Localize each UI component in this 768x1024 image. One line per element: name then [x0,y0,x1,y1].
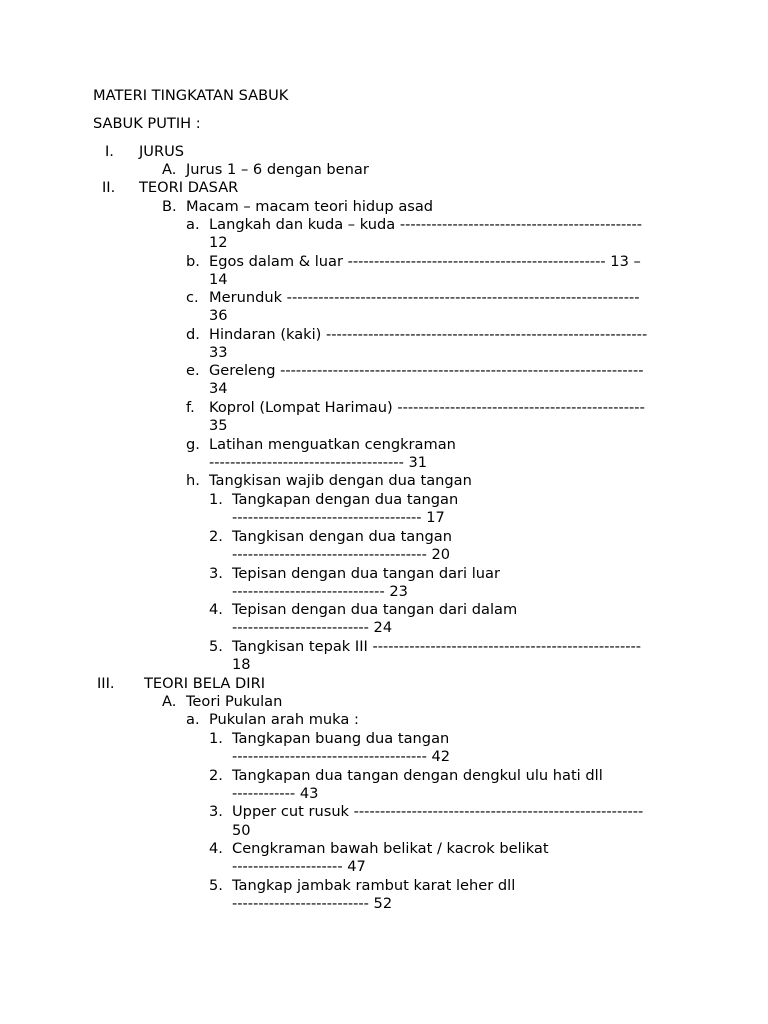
item-f-text: Koprol (Lompat Harimau) ----------------------------------------------- [209,399,645,416]
section-3-item-a-marker: a. [186,711,200,728]
item-d-page: 33 [209,344,228,361]
section-2-subsection-marker: B. [162,198,177,215]
punch-item-1-marker: 1. [209,730,223,747]
section-2-number: II. [102,179,116,196]
item-b-page: 14 [209,271,228,288]
section-2-subsection-text: Macam – macam teori hidup asad [186,198,434,215]
punch-item-4-marker: 4. [209,840,223,857]
section-3-subsection-marker: A. [162,693,177,710]
punch-item-3-page: 50 [232,822,251,839]
h-item-4-text: Tepisan dengan dua tangan dari dalam [232,601,518,618]
item-f-page: 35 [209,417,228,434]
item-c-page: 36 [209,307,228,324]
section-3-number: III. [97,675,115,692]
item-a-text: Langkah dan kuda – kuda ---------------------------------------------- [209,216,643,233]
h-item-2-page: ------------------------------------- 20 [232,546,451,563]
item-a-page: 12 [209,234,228,251]
section-2-title: TEORI DASAR [139,179,239,196]
section-1-number: I. [105,143,114,160]
punch-item-5-page: -------------------------- 52 [232,895,393,912]
h-item-4-page: -------------------------- 24 [232,619,393,636]
section-1-item-a-marker: A. [162,161,177,178]
section-1-title: JURUS [139,143,185,160]
punch-item-4-page: --------------------- 47 [232,858,366,875]
h-item-1-text: Tangkapan dengan dua tangan [232,491,459,508]
item-g-marker: g. [186,436,200,453]
section-1-item-a-text: Jurus 1 – 6 dengan benar [186,161,369,178]
h-item-1-marker: 1. [209,491,223,508]
section-3-subsection-text: Teori Pukulan [186,693,283,710]
h-item-3-page: ----------------------------- 23 [232,583,408,600]
punch-item-5-marker: 5. [209,877,223,894]
h-item-5-page: 18 [232,656,251,673]
document-title: MATERI TINGKATAN SABUK [93,87,289,104]
item-f-marker: f. [186,399,195,416]
belt-heading: SABUK PUTIH : [93,115,201,132]
section-3-title: TEORI BELA DIRI [144,675,266,692]
h-item-3-text: Tepisan dengan dua tangan dari luar [232,565,501,582]
item-e-page: 34 [209,380,228,397]
punch-item-2-page: ------------ 43 [232,785,319,802]
item-d-text: Hindaran (kaki) ------------------------------------------------------------- [209,326,648,343]
item-e-marker: e. [186,362,200,379]
item-b-marker: b. [186,253,200,270]
h-item-5-text: Tangkisan tepak III --------------------------------------------------- [232,638,642,655]
item-g-page: ------------------------------------- 31 [209,454,428,471]
item-h-text: Tangkisan wajib dengan dua tangan [209,472,472,489]
h-item-4-marker: 4. [209,601,223,618]
item-c-text: Merunduk ------------------------------------------------------------------- [209,289,640,306]
item-g-text: Latihan menguatkan cengkraman [209,436,456,453]
h-item-2-marker: 2. [209,528,223,545]
punch-item-3-marker: 3. [209,803,223,820]
punch-item-2-marker: 2. [209,767,223,784]
item-h-marker: h. [186,472,200,489]
punch-item-3-text: Upper cut rusuk ------------------------------------------------------- [232,803,644,820]
punch-item-5-text: Tangkap jambak rambut karat leher dll [232,877,516,894]
section-3-item-a-text: Pukulan arah muka : [209,711,359,728]
punch-item-1-page: ------------------------------------- 42 [232,748,451,765]
punch-item-2-text: Tangkapan dua tangan dengan dengkul ulu hati dll [232,767,603,784]
h-item-2-text: Tangkisan dengan dua tangan [232,528,452,545]
item-b-text: Egos dalam & luar ------------------------------------------------- 13 – [209,253,641,270]
h-item-1-page: ------------------------------------ 17 [232,509,445,526]
item-e-text: Gereleng --------------------------------------------------------------------- [209,362,644,379]
punch-item-1-text: Tangkapan buang dua tangan [232,730,450,747]
item-c-marker: c. [186,289,199,306]
h-item-3-marker: 3. [209,565,223,582]
item-a-marker: a. [186,216,200,233]
punch-item-4-text: Cengkraman bawah belikat / kacrok belikat [232,840,549,857]
h-item-5-marker: 5. [209,638,223,655]
item-d-marker: d. [186,326,200,343]
